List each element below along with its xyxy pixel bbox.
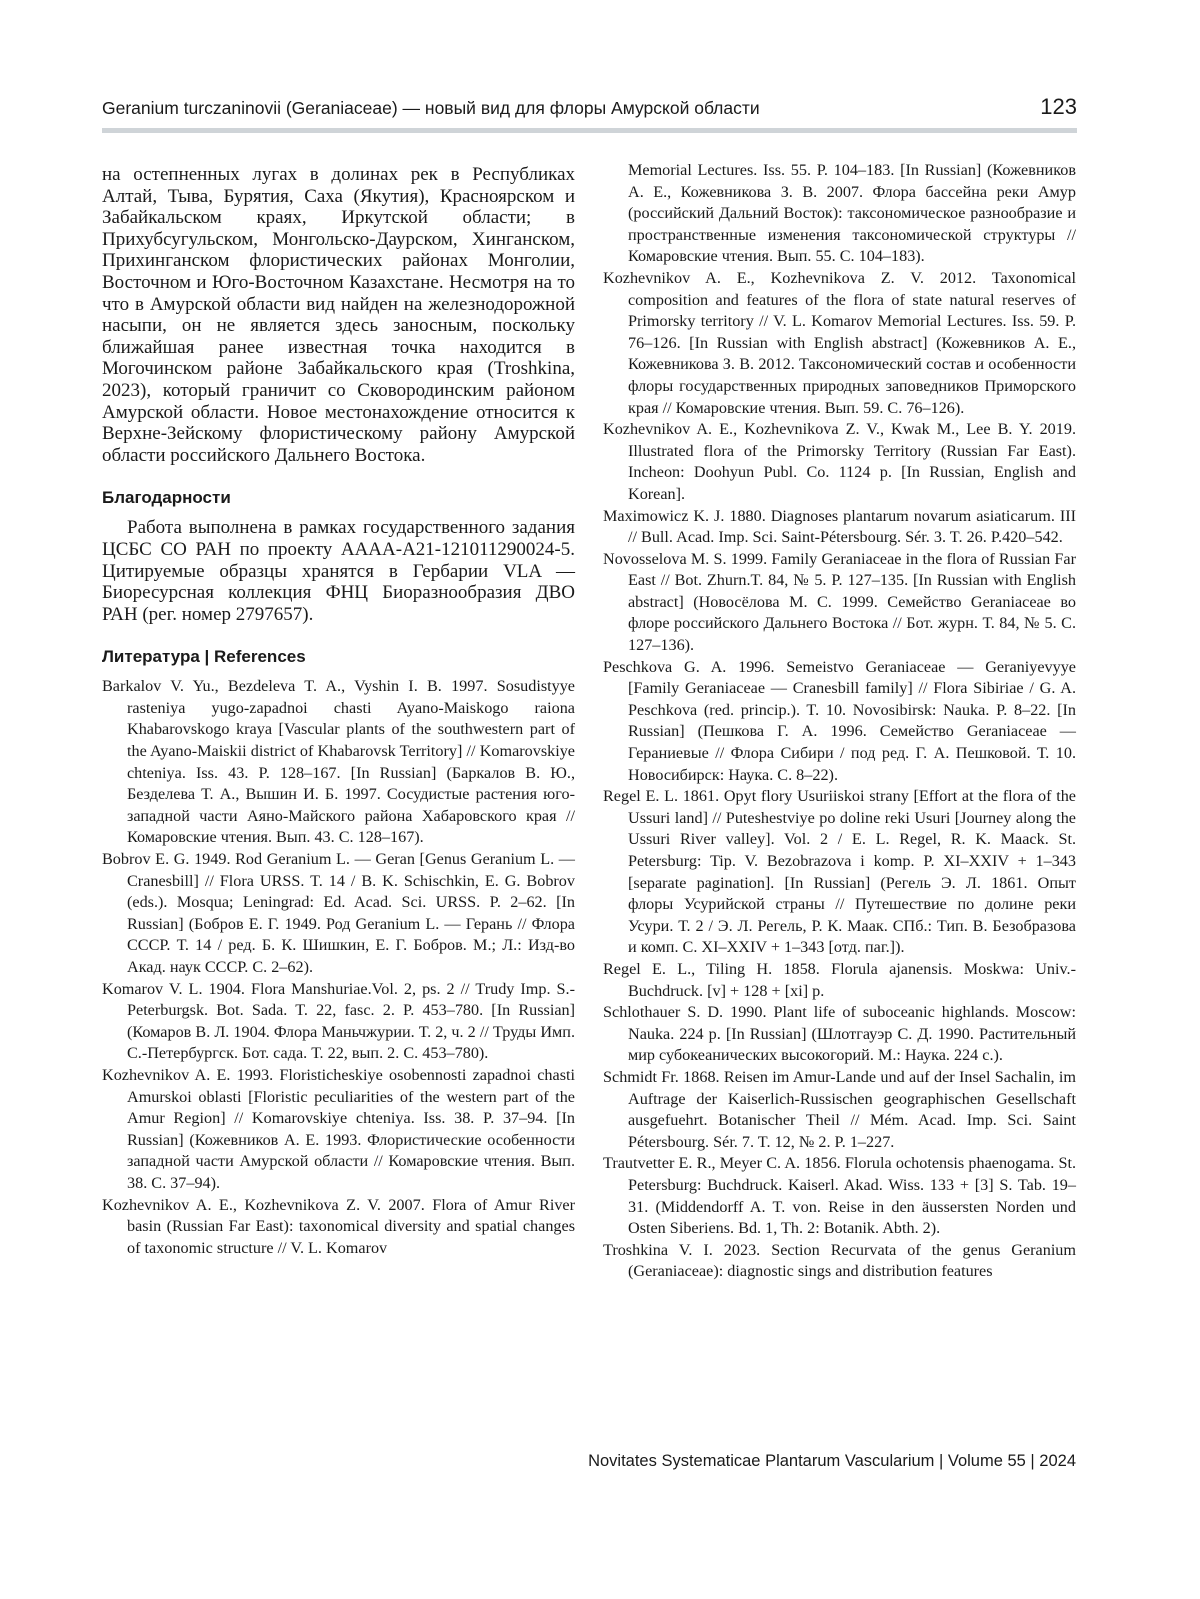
header-rule <box>102 128 1077 133</box>
reference-item: Trautvetter E. R., Meyer C. A. 1856. Florula ochotensis phaenogama. St. Petersburg: Buchdruck. Kaiserl. Akad. Wiss. 133 + [3] S. Tab. 19–31. (Middendorff A. T. von. Reise in den äussersten Norden und Osten Siberiens. Bd. 1, Th. 2: Botanik. Abth. 2). <box>603 1154 1076 1238</box>
reference-item: Bobrov E. G. 1949. Rod Geranium L. — Geran [Genus Geranium L. — Cranesbill] // Flora URSS. T. 14 / B. K. Schischkin, E. G. Bobrov (eds.). Mosqua; Leningrad: Ed. Acad. Sci. URSS. P. 2–62. [In Russian] (Бобров Е. Г. 1949. Род Geranium L. — Герань // Флора СССР. Т. 14 / ред. Б. К. Шишкин, Е. Г. Бобров. М.; Л.: Изд-во Акад. наук СССР. С. 2–62). <box>102 850 575 976</box>
reference-item: Schmidt Fr. 1868. Reisen im Amur-Lande und auf der Insel Sachalin, im Auftrage der Kaiserlich-Russischen geographischen Gesellschaft ausgefuehrt. Botanischer Theil // Mém. Acad. Imp. Sci. Saint Pétersbourg. Sér. 7. T. 12, № 2. P. 1–227. <box>603 1067 1076 1151</box>
reference-item: Peschkova G. A. 1996. Semeistvo Geraniaceae — Geraniyevyye [Family Geraniaceae — Cranesbill family] // Flora Sibiriae / G. A. Peschkova (red. princip.). T. 10. Novosibirsk: Nauka. P. 8–22. [In Russian] (Пешкова Г. А. 1996. Семейство Geraniaceae — Гераниевые // Флора Сибири / под ред. Г. А. Пешковой. Т. 10. Новосибирск: Наука. С. 8–22). <box>603 657 1076 784</box>
reference-item: Regel E. L. 1861. Opyt flory Usuriiskoi strany [Effort at the flora of the Ussuri land] // Puteshestviye po doline reki Usuri [Journey along the Ussuri River valley]. Vol. 2 / E. L. Regel, R. K. Maack. St. Petersburg: Tip. V. Bezobrazova i komp. P. XI–XXIV + 1–343 [separate pagination]. [In Russian] (Регель Э. Л. 1861. Опыт флоры Усурийской страны // Путешествие по долине реки Усури. Т. 2 / Э. Л. Регель, Р. К. Маак. СПб.: Тип. В. Безобразова и комп. С. XI–XXIV + 1–343 [отд. паг.]). <box>603 787 1076 957</box>
reference-item: Komarov V. L. 1904. Flora Manshuriae.Vol. 2, ps. 2 // Trudy Imp. S.-Peterburgsk. Bot. Sada. T. 22, fasc. 2. P. 453–780. [In Russian] (Комаров В. Л. 1904. Флора Маньчжурии. Т. 2, ч. 2 // Труды Имп. С.-Петербургск. Бот. сада. Т. 22, вып. 2. С. 453–780). <box>102 979 575 1063</box>
reference-continuation: Memorial Lectures. Iss. 55. P. 104–183. [In Russian] (Кожевников А. Е., Кожевникова З. В. 2007. Флора бассейна реки Амур (российский Дальний Восток): таксономическое разнообразие и пространственные изменения таксономической структуры // Комаровские чтения. Вып. 55. С. 104–183). <box>628 161 1076 266</box>
acknowledgements-text: Работа выполнена в рамках государственного задания ЦСБС СО РАН по проекту АААА-А21-121011290024-5. Цитируемые образцы хранятся в Гербарии VLA — Биоресурсная коллекция ФНЦ Биоразнообразия ДВО РАН (рег. номер 2797657). <box>102 517 575 625</box>
reference-item: Novosselova M. S. 1999. Family Geraniaceae in the flora of Russian Far East // Bot. Zhurn.T. 84, № 5. P. 127–135. [In Russian with English abstract] (Новосёлова М. С. 1999. Семейство Geraniaceae во флоре российского Дальнего Востока // Бот. журн. Т. 84, № 5. С. 127–136). <box>603 549 1076 655</box>
reference-item: Kozhevnikov A. E., Kozhevnikova Z. V. 2007. Flora of Amur River basin (Russian Far East): taxonomical diversity and spatial changes of taxonomic structure // V. L. Komarov <box>102 1195 575 1257</box>
reference-item: Kozhevnikov A. E., Kozhevnikova Z. V., Kwak M., Lee B. Y. 2019. Illustrated flora of the Primorsky Territory (Russian Far East). Incheon: Doohyun Publ. Co. 1124 p. [In Russian, English and Korean]. <box>603 420 1076 503</box>
page-number: 123 <box>1040 94 1077 119</box>
reference-item: Schlothauer S. D. 1990. Plant life of suboceanic highlands. Moscow: Nauka. 224 p. [In Russian] (Шлотгауэр С. Д. 1990. Растительный мир субокеанических высокогорий. М.: Наука. 224 с.). <box>603 1003 1076 1065</box>
acknowledgements <box>102 517 575 625</box>
running-header <box>102 96 1077 124</box>
reference-item: Troshkina V. I. 2023. Section Recurvata of the genus Geranium (Geraniaceae): diagnostic sings and distribution features <box>603 1240 1076 1281</box>
reference-item: Regel E. L., Tiling H. 1858. Florula ajanensis. Moskwa: Univ.-Buchdruck. [v] + 128 + [xi] p. <box>603 959 1076 1000</box>
reference-item: Kozhevnikov A. E., Kozhevnikova Z. V. 2012. Taxonomical composition and features of the flora of state natural reserves of Primorsky territory // V. L. Komarov Memorial Lectures. Iss. 59. P. 76–126. [In Russian with English abstract] (Кожевников А. Е., Кожевникова З. В. 2012. Таксономический состав и особенности флоры государственных природных заповедников Приморского края // Комаровские чтения. Вып. 59. С. 76–126). <box>603 268 1076 417</box>
running-title: Geranium turczaninovii (Geraniaceae) — новый вид для флоры Амурской области <box>102 98 760 118</box>
intro-paragraph: на остепненных лугах в долинах рек в Республиках Алтай, Тыва, Бурятия, Саха (Якутия), Красноярском и Забайкальском краях, Иркутской области; в Прихубсугульском, Монгольско-Даурском, Хинганском, Прихинганском флористических районах Монголии, Восточном и Юго-Восточном Казахстане. Несмотря на то что в Амурской области вид найден на железнодорожной насыпи, он не является здесь заносным, поскольку ближайшая ранее известная точка находится в Могочинском районе Забайкальского края (Troshkina, 2023), который граничит со Сковородинским районом Амурской области. Новое местонахождение относится к Верхне-Зейскому флористическому району Амурской области российского Дальнего Востока. <box>102 164 575 466</box>
references-heading: Литература | References <box>102 647 306 667</box>
left-column <box>102 164 575 1259</box>
reference-item: Barkalov V. Yu., Bezdeleva T. A., Vyshin I. B. 1997. Sosudistyye rasteniya yugo-zapadnoi chasti Ayano-Maiskogo raiona Khabarovskogo kraya [Vascular plants of the southwestern part of the Ayano-Maiskii district of Khabarovsk Territory] // Komarovskiye chteniya. Iss. 43. P. 128–167. [In Russian] (Баркалов В. Ю., Безделева Т. А., Вышин И. Б. 1997. Сосудистые растения юго-западной части Аяно-Майского района Хабаровского края // Комаровские чтения. Вып. 43. С. 128–167). <box>102 677 575 847</box>
right-column <box>603 160 1076 1283</box>
reference-item: Maximowicz K. J. 1880. Diagnoses plantarum novarum asiaticarum. III // Bull. Acad. Imp. Sci. Saint-Pétersbourg. Sér. 3. T. 26. P.420–542. <box>603 506 1076 547</box>
reference-item: Kozhevnikov A. E. 1993. Floristicheskiye osobennosti zapadnoi chasti Amurskoi oblasti [Floristic peculiarities of the western part of the Amur Region] // Komarovskiye chteniya. Iss. 38. P. 37–94. [In Russian] (Кожевников А. Е. 1993. Флористические особенности западной части Амурской области // Комаровские чтения. Вып. 38. С. 37–94). <box>102 1065 575 1192</box>
acknowledgements-heading: Благодарности <box>102 488 231 508</box>
journal-footer: Novitates Systematicae Plantarum Vascularium | Volume 55 | 2024 <box>588 1452 1076 1470</box>
references-list-left <box>102 676 575 1259</box>
